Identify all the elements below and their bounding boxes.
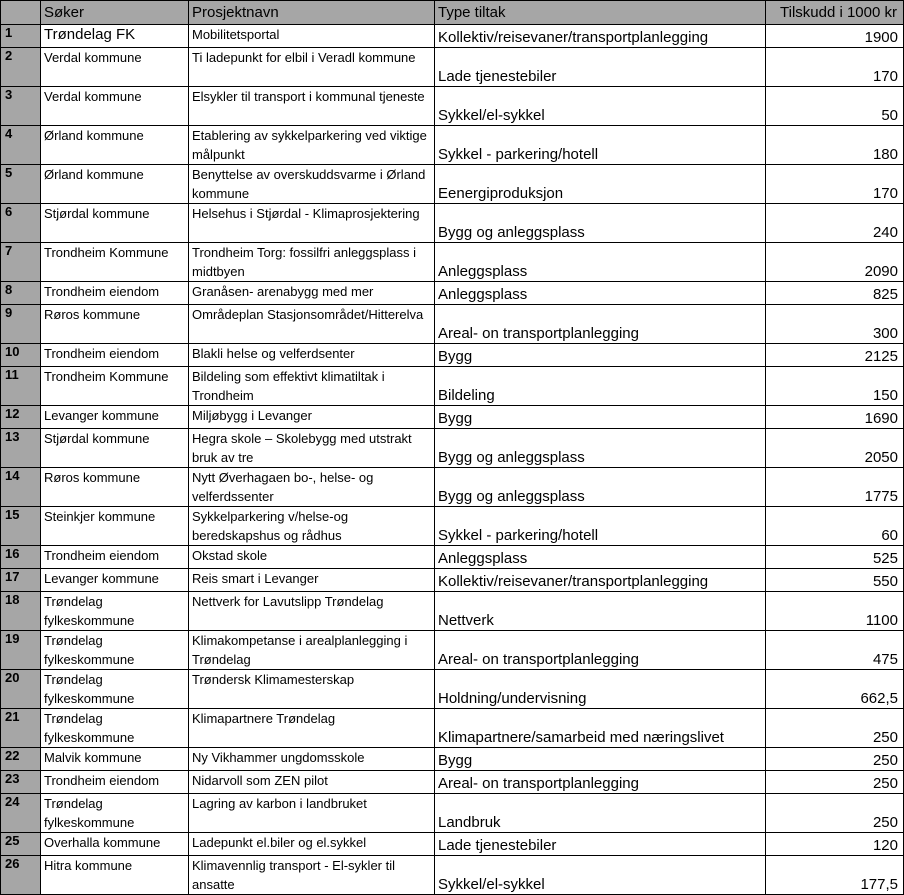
table-row — [1, 204, 904, 243]
prosjekt-cell[interactable]: Granåsen- arenabygg med mer — [189, 282, 435, 305]
amount-cell[interactable]: 662,5 — [766, 670, 904, 709]
row-number[interactable]: 13 — [1, 429, 41, 468]
amount-cell[interactable]: 1100 — [766, 592, 904, 631]
prosjekt-cell[interactable]: Miljøbygg i Levanger — [189, 406, 435, 429]
soker-cell[interactable]: Overhalla kommune — [41, 833, 189, 856]
header-tilskudd[interactable]: Tilskudd i 1000 kr — [766, 1, 904, 25]
row-number[interactable]: 7 — [1, 243, 41, 282]
soker-cell[interactable]: Ørland kommune — [41, 165, 189, 204]
amount-cell[interactable]: 2125 — [766, 344, 904, 367]
type-cell[interactable]: Bygg — [435, 406, 766, 429]
table-row — [1, 771, 904, 794]
table-row — [1, 429, 904, 468]
type-cell[interactable]: Areal- on transportplanlegging — [435, 305, 766, 344]
soker-cell[interactable]: Hitra kommune — [41, 856, 189, 895]
row-number[interactable]: 18 — [1, 592, 41, 631]
table-row — [1, 305, 904, 344]
prosjekt-cell[interactable]: Mobilitetsportal — [189, 25, 435, 48]
prosjekt-cell[interactable]: Nettverk for Lavutslipp Trøndelag — [189, 592, 435, 631]
row-number[interactable]: 6 — [1, 204, 41, 243]
table-row — [1, 126, 904, 165]
prosjekt-cell[interactable]: Elsykler til transport i kommunal tjeneste — [189, 87, 435, 126]
soker-cell[interactable]: Levanger kommune — [41, 406, 189, 429]
row-number[interactable]: 4 — [1, 126, 41, 165]
type-cell[interactable]: Bildeling — [435, 367, 766, 406]
type-cell[interactable]: Bygg — [435, 344, 766, 367]
row-number[interactable]: 3 — [1, 87, 41, 126]
header-type-tiltak[interactable]: Type tiltak — [435, 1, 766, 25]
table-row — [1, 856, 904, 895]
soker-cell[interactable]: Trøndelag fylkeskommune — [41, 592, 189, 631]
prosjekt-cell[interactable]: Sykkelparkering v/helse-og beredskapshus og rådhus — [189, 507, 435, 546]
row-number[interactable]: 5 — [1, 165, 41, 204]
type-cell[interactable]: Bygg — [435, 748, 766, 771]
type-cell[interactable]: Eenergiproduksjon — [435, 165, 766, 204]
amount-cell[interactable]: 2090 — [766, 243, 904, 282]
soker-cell[interactable]: Røros kommune — [41, 305, 189, 344]
prosjekt-cell[interactable]: Ti ladepunkt for elbil i Veradl kommune — [189, 48, 435, 87]
soker-cell[interactable]: Trøndelag fylkeskommune — [41, 794, 189, 833]
prosjekt-cell[interactable]: Etablering av sykkelparkering ved viktige målpunkt — [189, 126, 435, 165]
table-row — [1, 87, 904, 126]
amount-cell[interactable]: 170 — [766, 165, 904, 204]
amount-cell[interactable]: 150 — [766, 367, 904, 406]
soker-cell[interactable]: Ørland kommune — [41, 126, 189, 165]
row-number[interactable]: 23 — [1, 771, 41, 794]
prosjekt-cell[interactable]: Nidarvoll som ZEN pilot — [189, 771, 435, 794]
table-row — [1, 165, 904, 204]
soker-cell[interactable]: Levanger kommune — [41, 569, 189, 592]
type-cell[interactable]: Kollektiv/reisevaner/transportplanlegging — [435, 25, 766, 48]
prosjekt-cell[interactable]: Områdeplan Stasjonsområdet/Hitterelva — [189, 305, 435, 344]
prosjekt-cell[interactable]: Nytt Øverhagaen bo-, helse- og velferdssenter — [189, 468, 435, 507]
soker-cell[interactable]: Stjørdal kommune — [41, 429, 189, 468]
amount-cell[interactable]: 250 — [766, 748, 904, 771]
corner-cell[interactable] — [1, 1, 41, 25]
type-cell[interactable]: Areal- on transportplanlegging — [435, 631, 766, 670]
amount-cell[interactable]: 1775 — [766, 468, 904, 507]
row-number[interactable]: 12 — [1, 406, 41, 429]
row-number[interactable]: 25 — [1, 833, 41, 856]
prosjekt-cell[interactable]: Benyttelse av overskuddsvarme i Ørland kommune — [189, 165, 435, 204]
table-row — [1, 48, 904, 87]
table-row — [1, 631, 904, 670]
prosjekt-cell[interactable]: Blakli helse og velferdsenter — [189, 344, 435, 367]
row-number[interactable]: 22 — [1, 748, 41, 771]
type-cell[interactable]: Landbruk — [435, 794, 766, 833]
row-number[interactable]: 24 — [1, 794, 41, 833]
type-cell[interactable]: Areal- on transportplanlegging — [435, 771, 766, 794]
header-soker[interactable]: Søker — [41, 1, 189, 25]
table-row — [1, 507, 904, 546]
type-cell[interactable]: Sykkel - parkering/hotell — [435, 507, 766, 546]
prosjekt-cell[interactable]: Helsehus i Stjørdal - Klimaprosjektering — [189, 204, 435, 243]
prosjekt-cell[interactable]: Ladepunkt el.biler og el.sykkel — [189, 833, 435, 856]
header-prosjektnavn[interactable]: Prosjektnavn — [189, 1, 435, 25]
row-number[interactable]: 17 — [1, 569, 41, 592]
amount-cell[interactable]: 177,5 — [766, 856, 904, 895]
soker-cell[interactable]: Trondheim eiendom — [41, 344, 189, 367]
row-number[interactable]: 26 — [1, 856, 41, 895]
table-row — [1, 748, 904, 771]
type-cell[interactable]: Nettverk — [435, 592, 766, 631]
amount-cell[interactable]: 300 — [766, 305, 904, 344]
row-number[interactable]: 20 — [1, 670, 41, 709]
soker-cell[interactable]: Røros kommune — [41, 468, 189, 507]
row-number[interactable]: 8 — [1, 282, 41, 305]
prosjekt-cell[interactable]: Hegra skole – Skolebygg med utstrakt bruk av tre — [189, 429, 435, 468]
amount-cell[interactable]: 180 — [766, 126, 904, 165]
amount-cell[interactable]: 50 — [766, 87, 904, 126]
row-number[interactable]: 10 — [1, 344, 41, 367]
type-cell[interactable]: Bygg og anleggsplass — [435, 468, 766, 507]
type-cell[interactable]: Anleggsplass — [435, 546, 766, 569]
amount-cell[interactable]: 240 — [766, 204, 904, 243]
prosjekt-cell[interactable]: Trøndersk Klimamesterskap — [189, 670, 435, 709]
soker-cell[interactable]: Verdal kommune — [41, 48, 189, 87]
row-number[interactable]: 15 — [1, 507, 41, 546]
prosjekt-cell[interactable]: Ny Vikhammer ungdomsskole — [189, 748, 435, 771]
type-cell[interactable]: Sykkel/el-sykkel — [435, 856, 766, 895]
row-number[interactable]: 2 — [1, 48, 41, 87]
amount-cell[interactable]: 1690 — [766, 406, 904, 429]
amount-cell[interactable]: 60 — [766, 507, 904, 546]
type-cell[interactable]: Bygg og anleggsplass — [435, 204, 766, 243]
soker-cell[interactable]: Trondheim eiendom — [41, 546, 189, 569]
table-row — [1, 794, 904, 833]
prosjekt-cell[interactable]: Reis smart i Levanger — [189, 569, 435, 592]
prosjekt-cell[interactable]: Lagring av karbon i landbruket — [189, 794, 435, 833]
table-row — [1, 344, 904, 367]
prosjekt-cell[interactable]: Bildeling som effektivt klimatiltak i Trondheim — [189, 367, 435, 406]
row-number[interactable]: 14 — [1, 468, 41, 507]
soker-cell[interactable]: Stjørdal kommune — [41, 204, 189, 243]
amount-cell[interactable]: 120 — [766, 833, 904, 856]
amount-cell[interactable]: 250 — [766, 709, 904, 748]
type-cell[interactable]: Sykkel - parkering/hotell — [435, 126, 766, 165]
prosjekt-cell[interactable]: Klimavennlig transport - El-sykler til ansatte — [189, 856, 435, 895]
soker-cell[interactable]: Steinkjer kommune — [41, 507, 189, 546]
header-row — [1, 1, 904, 25]
row-number[interactable]: 16 — [1, 546, 41, 569]
amount-cell[interactable]: 1900 — [766, 25, 904, 48]
table-row — [1, 546, 904, 569]
row-number[interactable]: 21 — [1, 709, 41, 748]
prosjekt-cell[interactable]: Klimapartnere Trøndelag — [189, 709, 435, 748]
soker-cell[interactable]: Trondheim Kommune — [41, 243, 189, 282]
prosjekt-cell[interactable]: Trondheim Torg: fossilfri anleggsplass i midtbyen — [189, 243, 435, 282]
soker-cell[interactable]: Malvik kommune — [41, 748, 189, 771]
row-number[interactable]: 11 — [1, 367, 41, 406]
type-cell[interactable]: Bygg og anleggsplass — [435, 429, 766, 468]
soker-cell[interactable]: Trøndelag fylkeskommune — [41, 709, 189, 748]
soker-cell[interactable]: Trondheim eiendom — [41, 771, 189, 794]
table-row — [1, 833, 904, 856]
amount-cell[interactable]: 2050 — [766, 429, 904, 468]
type-cell[interactable]: Anleggsplass — [435, 243, 766, 282]
table-row — [1, 592, 904, 631]
table-row — [1, 406, 904, 429]
table-row — [1, 282, 904, 305]
amount-cell[interactable]: 550 — [766, 569, 904, 592]
table-row — [1, 243, 904, 282]
type-cell[interactable]: Kollektiv/reisevaner/transportplanlegging — [435, 569, 766, 592]
amount-cell[interactable]: 525 — [766, 546, 904, 569]
soker-cell[interactable]: Trondheim eiendom — [41, 282, 189, 305]
amount-cell[interactable]: 825 — [766, 282, 904, 305]
table-row — [1, 25, 904, 48]
type-cell[interactable]: Holdning/undervisning — [435, 670, 766, 709]
amount-cell[interactable]: 250 — [766, 771, 904, 794]
soker-cell[interactable]: Trøndelag fylkeskommune — [41, 670, 189, 709]
type-cell[interactable]: Lade tjenestebiler — [435, 833, 766, 856]
type-cell[interactable]: Sykkel/el-sykkel — [435, 87, 766, 126]
soker-cell[interactable]: Trøndelag fylkeskommune — [41, 631, 189, 670]
type-cell[interactable]: Klimapartnere/samarbeid med næringslivet — [435, 709, 766, 748]
soker-cell[interactable]: Verdal kommune — [41, 87, 189, 126]
amount-cell[interactable]: 250 — [766, 794, 904, 833]
table-row — [1, 670, 904, 709]
prosjekt-cell[interactable]: Klimakompetanse i arealplanlegging i Trøndelag — [189, 631, 435, 670]
table-row — [1, 709, 904, 748]
table-row — [1, 569, 904, 592]
soker-cell[interactable]: Trøndelag FK — [41, 25, 189, 48]
row-number[interactable]: 1 — [1, 25, 41, 48]
type-cell[interactable]: Anleggsplass — [435, 282, 766, 305]
amount-cell[interactable]: 170 — [766, 48, 904, 87]
row-number[interactable]: 19 — [1, 631, 41, 670]
table-row — [1, 367, 904, 406]
soker-cell[interactable]: Trondheim Kommune — [41, 367, 189, 406]
type-cell[interactable]: Lade tjenestebiler — [435, 48, 766, 87]
prosjekt-cell[interactable]: Okstad skole — [189, 546, 435, 569]
row-number[interactable]: 9 — [1, 305, 41, 344]
table-row — [1, 468, 904, 507]
amount-cell[interactable]: 475 — [766, 631, 904, 670]
